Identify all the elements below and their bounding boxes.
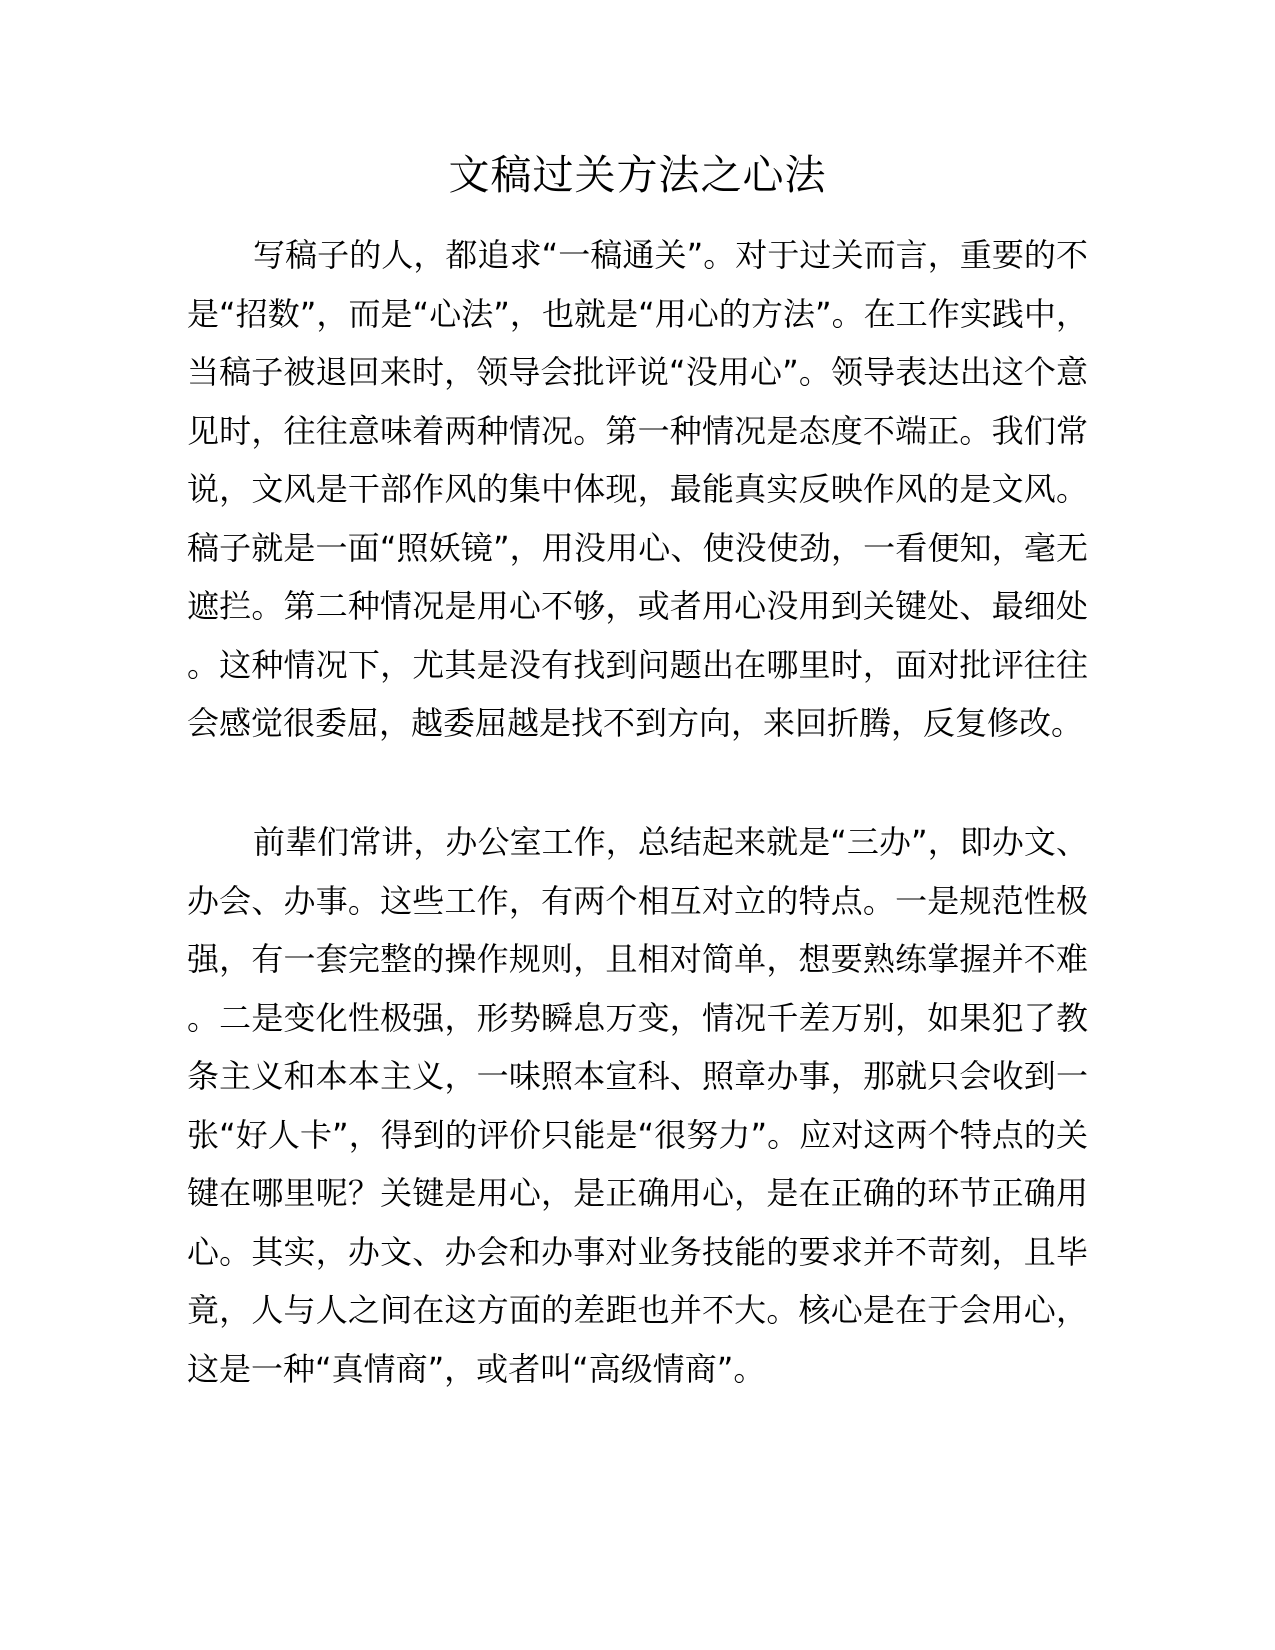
body-paragraph-2: 前辈们常讲，办公室工作，总结起来就是“三办”，即办文、办会、办事。这些工作，有两个相互对立的特点。一是规范性极强，有一套完整的操作规则，且相对简单，想要熟练掌握并不难。二是变化性极强，形势瞬息万变，情况千差万别，如果犯了教条主义和本本主义，一味照本宣科、照章办事，那就只会收到一张“好人卡”，得到的评价只能是“很努力”。应对这两个特点的关键在哪里呢？关键是用心，是正确用心，是在正确的环节正确用心。其实，办文、办会和办事对业务技能的要求并不苛刻，且毕竟，人与人之间在这方面的差距也并不大。核心是在于会用心，这是一种“真情商”，或者叫“高级情商”。 [187, 823, 1088, 1388]
document-title: 文稿过关方法之心法 [448, 151, 827, 199]
body-paragraph-1: 写稿子的人，都追求“一稿通关”。对于过关而言，重要的不是“招数”，而是“心法”，也就是“用心的方法”。在工作实践中，当稿子被退回来时，领导会批评说“没用心”。领导表达出这个意见时，往往意味着两种情况。第一种情况是态度不端正。我们常说，文风是干部作风的集中体现，最能真实反映作风的是文风。稿子就是一面“照妖镜”，用没用心、使没使劲，一看便知，毫无遮拦。第二种情况是用心不够，或者用心没用到关键处、最细处。这种情况下，尤其是没有找到问题出在哪里时，面对批评往往会感觉很委屈，越委屈越是找不到方向，来回折腾，反复修改。 [187, 236, 1088, 742]
